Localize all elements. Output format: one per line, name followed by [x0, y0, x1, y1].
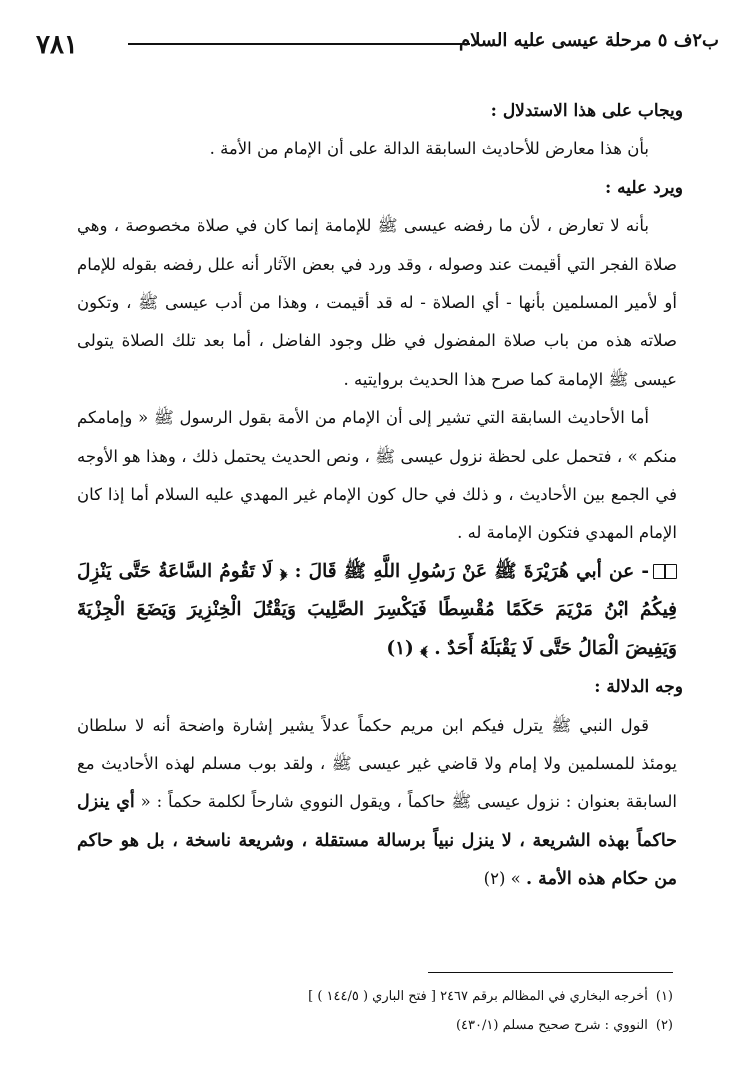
section-heading-objection: ويجاب على هذا الاستدلال :	[490, 101, 683, 121]
hadith-text	[77, 553, 677, 668]
page-number: ٧٨١	[36, 30, 78, 60]
section-heading-reply: ويرد عليه :	[604, 177, 683, 198]
quote-close-ref: » (٢)	[483, 869, 526, 889]
footnote-number: (١)	[655, 989, 673, 1004]
running-title: ب٢ف ٥ مرحلة عيسى عليه السلام	[458, 30, 719, 51]
footnote-text: أخرجه البخاري في المظالم برقم ٢٤٦٧ [ فتح الباري ( ١٤٤/٥ ) ]	[308, 989, 648, 1004]
footnotes	[73, 982, 673, 1040]
book-icon	[653, 564, 677, 579]
paragraph-evidence	[77, 707, 677, 899]
header-rule	[128, 43, 470, 45]
page-header	[36, 30, 719, 64]
section-heading-evidence: وجه الدلالة :	[594, 677, 683, 698]
footnote-rule	[428, 972, 673, 973]
evidence-text: قول النبي ﷺ يترل فيكم ابن مريم حكماً عدلاً يشير إشارة واضحة أنه لا سلطان يومئذ للمسلمين ولا إمام ولا قاضي غير عيسى ﷺ ، ولقد بوب مسلم لهذه الأحاديث مع السابقة بعنوان : نزول عيسى ﷺ حاكماً ، ويقول النووي شارحاً لكلمة حكماً : «	[77, 715, 677, 812]
footnote-item	[73, 982, 673, 1011]
footnote-number: (٢)	[655, 1018, 673, 1033]
paragraph-reconciliation: أما الأحاديث السابقة التي تشير إلى أن الإمام من الأمة بقول الرسول ﷺ « وإمامكم منكم » ، فتحمل على لحظة نزول عيسى ﷺ ، ونص الحديث يحتمل ذلك ، وهذا هو الأوجه في الجمع بين الأحاديث ، و ذلك في حال كون الإمام غير المهدي عليه السلام أما إذا كان الإمام المهدي فتكون الإمامة له .	[77, 408, 677, 543]
footnote-item	[73, 1011, 673, 1040]
main-text	[77, 92, 683, 899]
paragraph-reply: بأنه لا تعارض ، لأن ما رفضه عيسى ﷺ للإمامة إنما كان في صلاة مخصوصة ، وهي صلاة الفجر التي أقيمت عند وصوله ، وقد ورد في بعض الآثار أنه علل رفضه بقوله للإمام أو لأمير المسلمين بأنها - أي الصلاة - له قد أقيمت ، وهذا من أدب عيسى ﷺ ، وتكون صلاته هذه من باب صلاة المفضول في ظل وجود الفاضل ، أما بعد تلك الصلاة يتولى عيسى ﷺ الإمامة كما صرح هذا الحديث بروايتيه .	[77, 216, 677, 389]
nawawi-quote: أي ينزل حاكماً بهذه الشريعة ، لا ينزل نبياً برسالة مستقلة ، وشريعة ناسخة ، بل هو حاكم من حكام هذه الأمة .	[77, 792, 677, 890]
footnote-text: النووي : شرح صحيح مسلم (٤٣٠/١)	[455, 1018, 648, 1033]
paragraph-objection: بأن هذا معارض للأحاديث السابقة الدالة على أن الإمام من الأمة .	[209, 139, 649, 159]
hadith-content: - عن أبي هُرَيْرَةَ ﷺ عَنْ رَسُولِ اللَّهِ ﷺ قَالَ : ﴿ لَا تَقُومُ السَّاعَةُ حَتَّى يَنْزِلَ فِيكُمُ ابْنُ مَرْيَمَ حَكَمًا مُقْسِطًا فَيَكْسِرَ الصَّلِيبَ وَيَقْتُلَ الْخِنْزِيرَ وَيَضَعَ الْجِزْيَةَ وَيَفِيضَ الْمَالُ حَتَّى لَا يَقْبَلَهُ أَحَدٌ . ﴾ (١)	[77, 560, 677, 659]
